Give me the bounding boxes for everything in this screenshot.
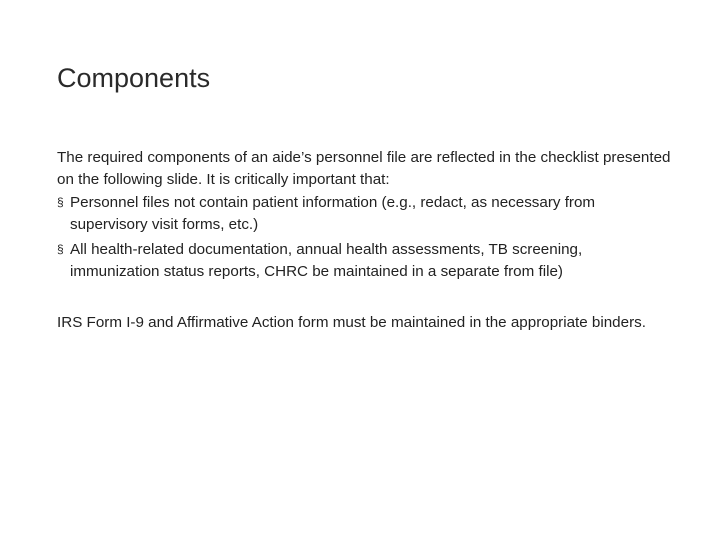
slide-body bbox=[57, 147, 675, 334]
bullet-item bbox=[57, 239, 675, 282]
slide-title: Components bbox=[57, 63, 211, 93]
bullet-item bbox=[57, 192, 675, 235]
closing-paragraph: IRS Form I-9 and Affirmative Action form must be maintained in the appropriate binders. bbox=[57, 314, 646, 331]
spacer bbox=[57, 286, 675, 312]
bullet-list bbox=[57, 192, 675, 282]
intro-paragraph: The required components of an aide’s personnel file are reflected in the checklist presented on the following slide. It is critically important that: bbox=[57, 149, 671, 188]
bullet-marker-icon: § bbox=[57, 195, 64, 209]
bullet-marker-icon: § bbox=[57, 242, 64, 256]
bullet-text: Personnel files not contain patient information (e.g., redact, as necessary from supervisory visit forms, etc.) bbox=[70, 194, 596, 233]
bullet-text: All health-related documentation, annual health assessments, TB screening, immunization status reports, CHRC be maintained in a separate from file) bbox=[70, 241, 583, 280]
